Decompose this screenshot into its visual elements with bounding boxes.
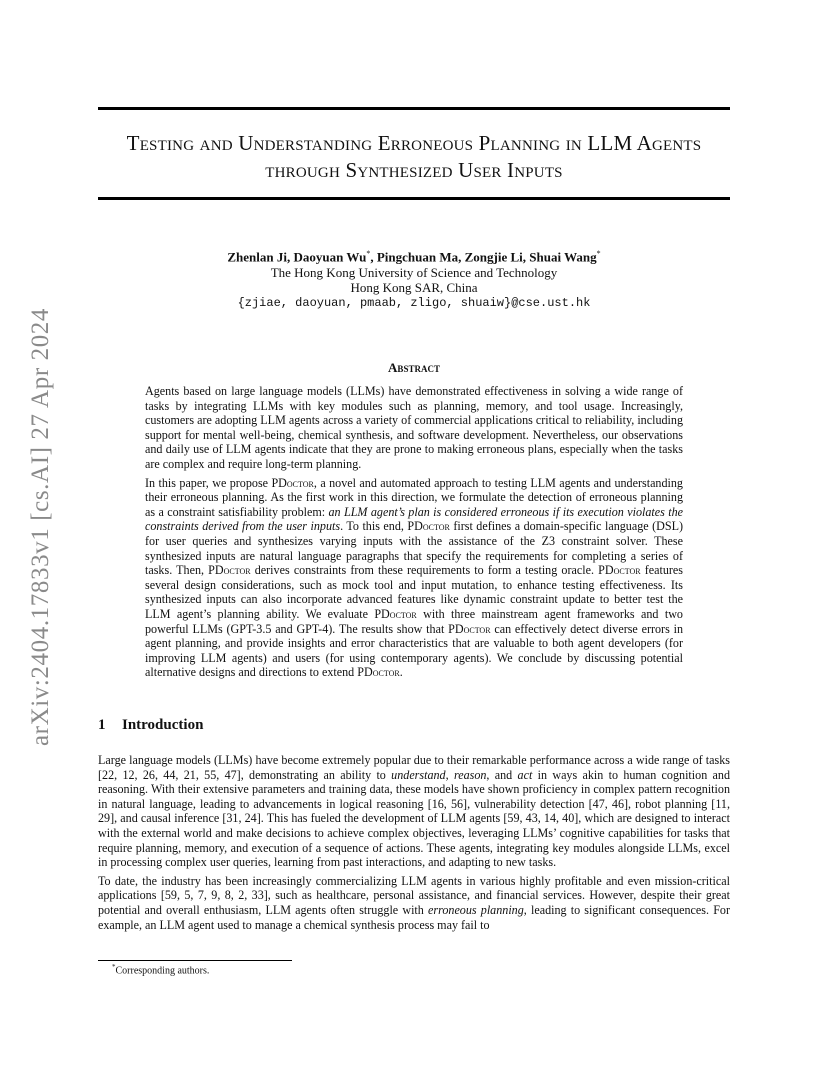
section-heading-introduction (98, 717, 203, 734)
emphasis-text: reason (453, 767, 487, 782)
author-block (98, 246, 730, 311)
abstract-paragraph-2 (145, 476, 683, 680)
abstract-paragraph-1: Agents based on large language models (LLMs) have demonstrated effectiveness in solving a wide range of tasks by integrating LLMs with key modules such as planning, memory, and tool usage. Increasingly, customers are adopting LLM agents across a variety of commercial applications critical to reliability, including support for mental well-being, chemical synthesis, and software development. Nevertheless, our observations and daily use of LLM agents indicate that they are prone to making erroneous plans, especially when the tasks are complex and require long-term planning. (145, 384, 683, 471)
footnote (112, 963, 209, 976)
text-run: , a novel and automated approach to testing LLM agents and understanding their erroneous planning. As the first work in this direction, we formulate the detection of erroneous planning as a constraint satisfiability problem: (145, 475, 683, 519)
arxiv-stamp (18, 296, 64, 758)
text-run: Large language models (LLMs) have become extremely popular due to their remarkable performance across a wide range of tasks [22, 12, 26, 44, 21, 55, 47], demonstrating an ability to (98, 753, 730, 782)
title-rule-bottom (98, 197, 730, 200)
author-mark-a: * (366, 249, 371, 258)
abstract-body (145, 384, 683, 684)
title-rule-top (98, 107, 730, 110)
footnote-rule (98, 960, 292, 961)
system-name-text: octor (372, 665, 400, 680)
system-name-text: octor (422, 519, 450, 534)
system-name-text: octor (223, 563, 251, 578)
section-number: 1 (98, 717, 106, 733)
paper-title (98, 130, 730, 184)
author-names (98, 246, 730, 265)
introduction-body (98, 753, 730, 936)
system-name-text: octor (613, 563, 641, 578)
text-run: . (399, 665, 403, 680)
text-run: , leading to significant consequences. For example, an LLM agent used to manage a chemical synthesis process may fail to (98, 902, 730, 932)
footnote-mark: * (112, 963, 116, 971)
system-name-text: octor (389, 606, 417, 621)
text-run: , (445, 767, 454, 782)
author-names-b: , Pingchuan Ma, Zongjie Li, Shuai Wang (370, 249, 597, 265)
text-run: features several design considerations, such as mock tool and input mutation, to enhance testing effectiveness. Its synthesized inputs can also incorporate advanced features like dynamic constraint update to better test the LLM agent’s planning ability. We evaluate PD (145, 563, 683, 621)
text-run: in ways akin to human cognition and reasoning. With their extensive parameters and training data, these models have shown proficiency in complex pattern recognition in natural language, leading to advancements in logical reasoning [16, 56], vulnerability detection [47, 46], robot planning [11, 29], and causal inference [31, 24]. This has fueled the development of LLM agents [59, 43, 14, 40], which are designed to interact with the external world and make decisions to achieve complex objectives, leveraging LLMs’ cognitive capabilities for tasks that require planning, memory, and execution of a sequence of actions. These agents, integrating key modules alongside LLMs, excel in processing complex user queries, learning from past interactions, and adapting to new tasks. (98, 767, 731, 870)
title-line-1: Testing and Understanding Erroneous Planning in LLM Agents (126, 131, 702, 155)
emphasis-text: an LLM agent’s plan is considered erroneous if its execution violates the constraints derived from the user inputs (145, 504, 683, 534)
system-name-text: octor (463, 621, 491, 636)
text-run: first defines a domain-specific language (DSL) for user queries and synthesizes varying inputs with the assistance of the Z3 constraint solver. These synthesized inputs are natural language paragraphs that specify the requirements for completing a series of tasks. Then, PD (145, 519, 684, 578)
footnote-text: Corresponding authors. (115, 965, 210, 977)
affiliation: The Hong Kong University of Science and Technology (270, 264, 558, 280)
text-run: with three mainstream agent frameworks and two powerful LLMs (GPT-3.5 and GPT-4). The results show that PD (145, 606, 683, 636)
text-run: . To this end, PD (340, 519, 423, 534)
text-run: , and (486, 767, 518, 782)
location: Hong Kong SAR, China (350, 280, 478, 296)
author-mark-b: * (596, 249, 601, 258)
text-run: In this paper, we propose PD (145, 475, 287, 490)
title-line-2: through Synthesized User Inputs (265, 158, 563, 182)
author-names-a: Zhenlan Ji, Daoyuan Wu (227, 249, 367, 265)
system-name-text: octor (286, 475, 314, 490)
text-run: can effectively detect diverse errors in agent planning, and provide insights and error characteristics that are valuable to both agent developers (for improving LLM agents) and users (for using contemporary agents). We conclude by discussing potential alternative designs and directions to extend PD (145, 621, 683, 680)
emphasis-text: erroneous planning (428, 902, 524, 917)
arxiv-stamp-text: arXiv:2404.17833v1 [cs.AI] 27 Apr 2024 (27, 307, 54, 747)
emphasis-text: understand (391, 767, 446, 782)
emphasis-text: act (517, 767, 533, 782)
text-run: derives constraints from these requirements to form a testing oracle. PD (250, 563, 614, 578)
abstract-heading: Abstract (388, 360, 440, 375)
intro-paragraph-1 (98, 753, 730, 870)
author-emails: {zjiae, daoyuan, pmaab, zligo, shuaiw}@cse.ust.hk (237, 295, 591, 310)
text-run: To date, the industry has been increasingly commercializing LLM agents in various highly profitable and even mission-critical applications [59, 5, 7, 9, 8, 2, 33], such as healthcare, personal assistance, and financial services. However, despite their great potential and overall enthusiasm, LLM agents often struggle with (98, 873, 730, 917)
intro-paragraph-2 (98, 874, 730, 932)
section-title: Introduction (122, 717, 204, 733)
